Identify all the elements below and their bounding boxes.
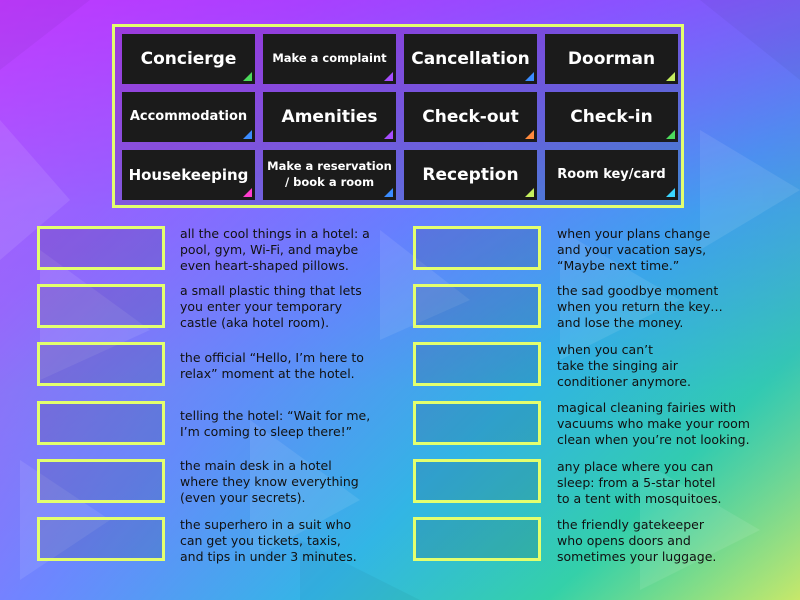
definition-line: even heart-shaped pillows. <box>180 258 349 273</box>
definition-text <box>557 400 772 448</box>
tile-corner-marker <box>243 188 252 197</box>
answer-drop-slot[interactable] <box>37 459 165 503</box>
tile-corner-marker <box>525 188 534 197</box>
tile-label: Housekeeping <box>128 166 249 184</box>
tile-housekeeping[interactable] <box>122 150 255 200</box>
tile-make-a-complaint[interactable] <box>263 34 396 84</box>
tile-corner-marker <box>243 72 252 81</box>
tile-label: Amenities <box>281 106 378 127</box>
definition-line: any place where you can <box>557 459 714 474</box>
definition-line: the friendly gatekeeper <box>557 517 705 532</box>
tile-check-out[interactable] <box>404 92 537 142</box>
answer-drop-slot[interactable] <box>413 342 541 386</box>
definition-line: the official “Hello, I’m here to <box>180 350 364 365</box>
tile-corner-marker <box>666 188 675 197</box>
definition-text <box>180 408 395 440</box>
answer-drop-slot[interactable] <box>37 342 165 386</box>
definition-line: (even your secrets). <box>180 490 306 505</box>
tile-label: Check-out <box>422 106 519 127</box>
tile-check-in[interactable] <box>545 92 678 142</box>
definition-line: all the cool things in a hotel: a <box>180 226 370 241</box>
tile-cancellation[interactable] <box>404 34 537 84</box>
definition-line: clean when you’re not looking. <box>557 432 750 447</box>
tile-corner-marker <box>525 130 534 139</box>
definition-text <box>180 458 395 506</box>
definition-line: “Maybe next time.” <box>557 258 680 273</box>
tile-label: Make a complaint <box>272 51 387 66</box>
definition-line: sometimes your luggage. <box>557 549 717 564</box>
definition-line: vacuums who make your room <box>557 416 750 431</box>
definition-line: you enter your temporary <box>180 299 343 314</box>
definition-text <box>180 350 395 382</box>
definition-line: to a tent with mosquitoes. <box>557 491 722 506</box>
definition-line: can get you tickets, taxis, <box>180 533 341 548</box>
tile-reception[interactable] <box>404 150 537 200</box>
answer-drop-slot[interactable] <box>413 284 541 328</box>
tile-amenities[interactable] <box>263 92 396 142</box>
tile-corner-marker <box>384 72 393 81</box>
definition-line: a small plastic thing that lets <box>180 283 362 298</box>
tile-concierge[interactable] <box>122 34 255 84</box>
answer-drop-slot[interactable] <box>37 226 165 270</box>
tile-label: Reception <box>422 164 519 185</box>
tile-label: Concierge <box>140 48 237 69</box>
answer-drop-slot[interactable] <box>37 517 165 561</box>
definition-line: and your vacation says, <box>557 242 707 257</box>
definition-line: when your plans change <box>557 226 711 241</box>
definition-line: where they know everything <box>180 474 359 489</box>
definition-line: sleep: from a 5-star hotel <box>557 475 716 490</box>
definition-line: pool, gym, Wi-Fi, and maybe <box>180 242 359 257</box>
definition-line: the sad goodbye moment <box>557 283 719 298</box>
definition-line: who opens doors and <box>557 533 691 548</box>
answer-drop-slot[interactable] <box>37 401 165 445</box>
answer-drop-slot[interactable] <box>413 517 541 561</box>
definition-line: conditioner anymore. <box>557 374 691 389</box>
definition-line: telling the hotel: “Wait for me, <box>180 408 371 423</box>
definition-line: the superhero in a suit who <box>180 517 352 532</box>
tile-corner-marker <box>384 188 393 197</box>
definition-text <box>180 517 395 565</box>
tile-label: Doorman <box>567 48 656 69</box>
tile-label: Room key/card <box>557 167 666 183</box>
tile-label: Make a reservation / book a room <box>267 159 392 189</box>
tile-corner-marker <box>666 130 675 139</box>
definition-text <box>180 226 395 274</box>
definition-line: when you can’t <box>557 342 654 357</box>
tile-label: Check-in <box>570 106 653 127</box>
tile-corner-marker <box>525 72 534 81</box>
tile-label: Cancellation <box>411 48 530 69</box>
definition-line: castle (aka hotel room). <box>180 315 330 330</box>
definition-text <box>557 517 772 565</box>
definition-text <box>557 226 772 274</box>
definition-line: I’m coming to sleep there!” <box>180 424 353 439</box>
answer-drop-slot[interactable] <box>37 284 165 328</box>
definition-line: and lose the money. <box>557 315 684 330</box>
definition-text <box>557 342 772 390</box>
definition-line: when you return the key… <box>557 299 723 314</box>
tile-corner-marker <box>243 130 252 139</box>
definition-line: relax” moment at the hotel. <box>180 366 355 381</box>
answer-drop-slot[interactable] <box>413 401 541 445</box>
answer-drop-slot[interactable] <box>413 459 541 503</box>
tile-make-a-reservation[interactable] <box>263 150 396 200</box>
definition-text <box>180 283 395 331</box>
tile-label: Accommodation <box>129 109 248 125</box>
tile-corner-marker <box>384 130 393 139</box>
definition-line: the main desk in a hotel <box>180 458 332 473</box>
definition-line: take the singing air <box>557 358 678 373</box>
tile-accommodation[interactable] <box>122 92 255 142</box>
tile-room-key-card[interactable] <box>545 150 678 200</box>
tile-corner-marker <box>666 72 675 81</box>
definition-line: and tips in under 3 minutes. <box>180 549 357 564</box>
answer-drop-slot[interactable] <box>413 226 541 270</box>
definition-text <box>557 459 772 507</box>
tile-doorman[interactable] <box>545 34 678 84</box>
definition-text <box>557 283 772 331</box>
definition-line: magical cleaning fairies with <box>557 400 736 415</box>
